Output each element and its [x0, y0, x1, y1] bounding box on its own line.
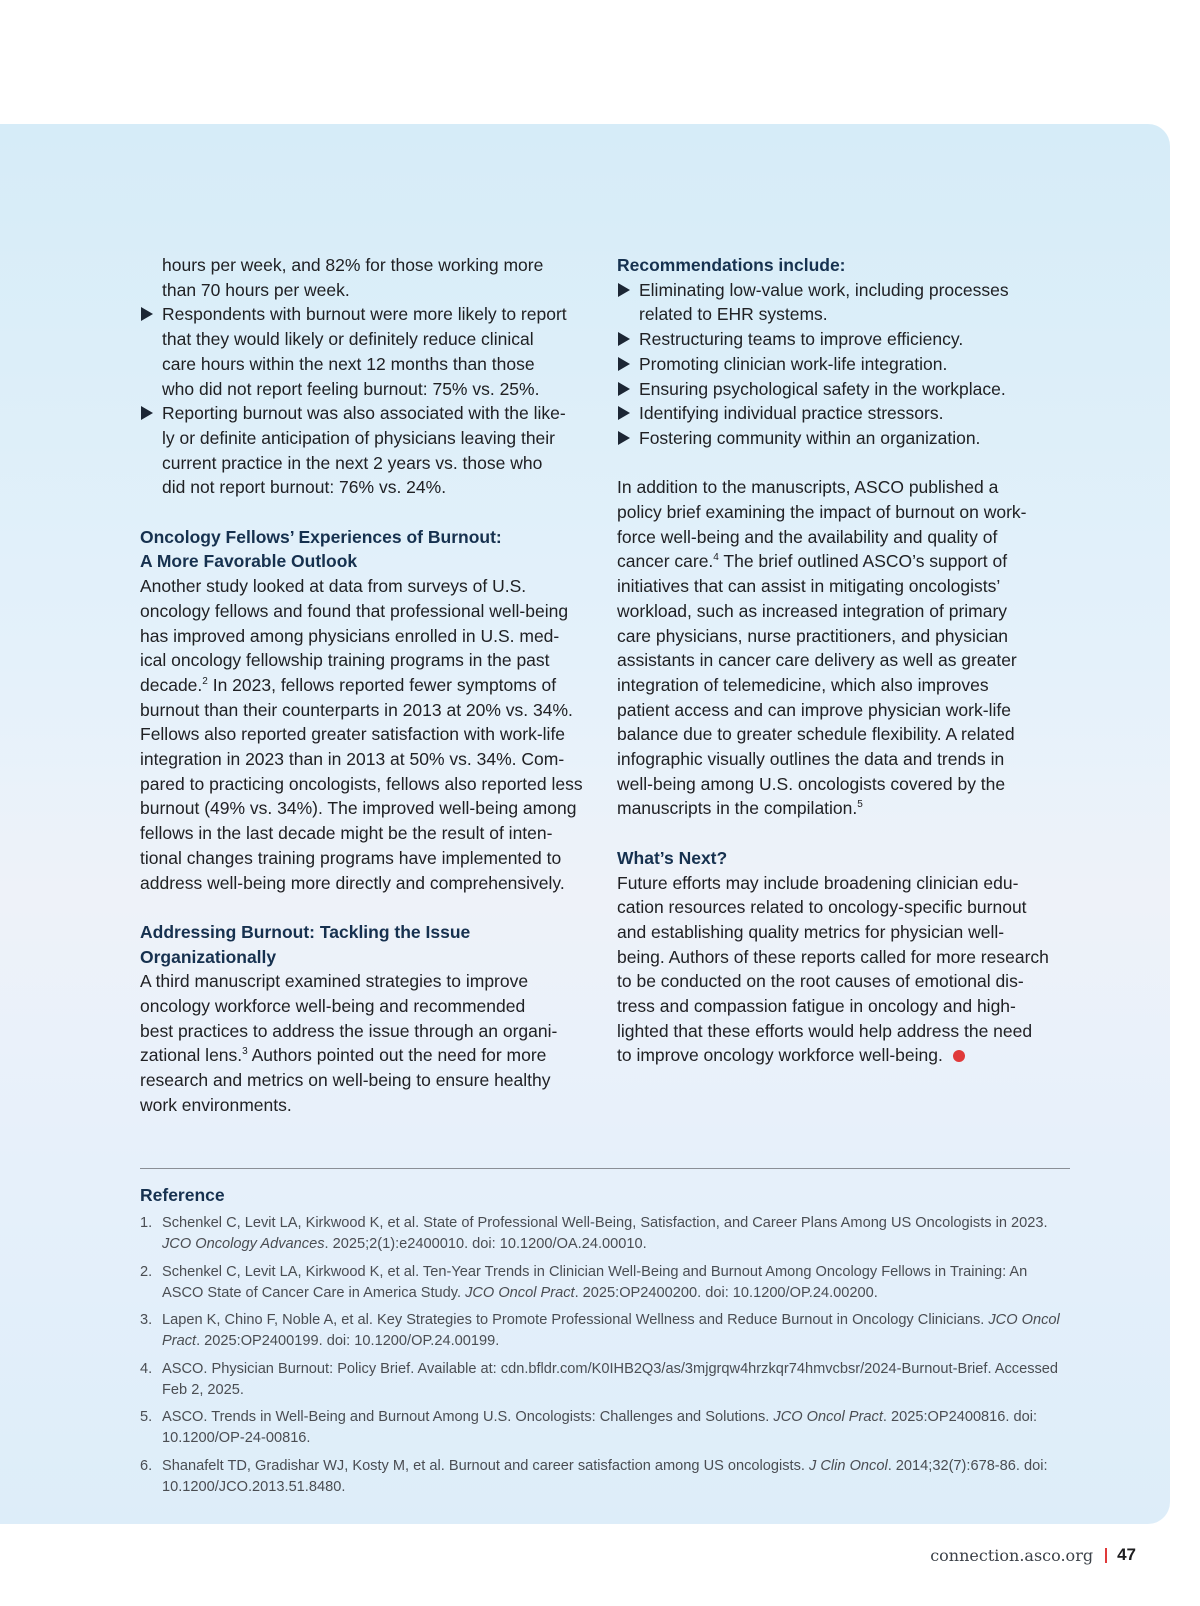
- reference-item: 6. Shanafelt TD, Gradishar WJ, Kosty M, et al. Burnout and career satisfaction among US oncologists. J Clin Oncol. 2014;32(7):678-86. doi: 10.1200/JCO.2013.51.8480.: [140, 1457, 1048, 1495]
- body-line: assistants in cancer care delivery as well as greater: [617, 650, 1017, 671]
- body-line: lighted that these efforts would help address the need: [617, 1020, 1033, 1041]
- body-line: Future efforts may include broadening clinician edu-: [617, 872, 1019, 893]
- body-line: A third manuscript examined strategies to improve: [140, 971, 529, 992]
- recommendation-item: Fostering community within an organization.: [617, 426, 1072, 451]
- body-line: policy brief examining the impact of burnout on work-: [617, 502, 1027, 523]
- left-column: [140, 253, 595, 1118]
- recommendation-item: Restructuring teams to improve efficiency.: [617, 327, 1072, 352]
- body-line: integration of telemedicine, which also improves: [617, 674, 989, 695]
- footer-site: connection.asco.org: [930, 1545, 1094, 1565]
- body-line: decade.$^2$ In 2023, fellows reported fewer symptoms of: [140, 674, 557, 695]
- citation-sup: 5: [857, 799, 863, 811]
- body-line: tional changes training programs have implemented to: [140, 847, 562, 868]
- body-line: cation resources related to oncology-specific burnout: [617, 897, 1027, 918]
- end-mark-dot-icon: [953, 1050, 965, 1062]
- bullet-item: [140, 401, 595, 500]
- citation-sup: 3: [242, 1046, 248, 1058]
- reference-item: 3. Lapen K, Chino F, Noble A, et al. Key Strategies to Promote Professional Wellness and Reduce Burnout in Oncology Clinicians. JCO Oncol Pract. 2025:OP2400199. doi: 10.1200/OP.24.00199.: [140, 1312, 1060, 1349]
- recommendations-heading: Recommendations include:: [617, 255, 846, 275]
- body-line: force well-being and the availability and quality of: [617, 526, 998, 547]
- body-line: best practices to address the issue through an organi-: [140, 1020, 558, 1041]
- body-line: to be conducted on the root causes of emotional dis-: [617, 971, 1024, 992]
- references-list: [140, 1213, 1070, 1498]
- intro-line: than 70 hours per week.: [162, 279, 350, 300]
- reference-item: 1. Schenkel C, Levit LA, Kirkwood K, et al. State of Professional Well-Being, Satisfaction, and Career Plans Among US Oncologists in 2023. JCO Oncology Advances. 2025;2(1):e2400010. doi: 10.1200/OA.24.00010.: [140, 1215, 1048, 1252]
- body-line: care physicians, nurse practitioners, and physician: [617, 625, 1009, 646]
- body-line: to improve oncology workforce well-being.: [617, 1043, 1072, 1068]
- references-heading: Reference: [140, 1185, 225, 1205]
- reference-item: 2. Schenkel C, Levit LA, Kirkwood K, et al. Ten-Year Trends in Clinician Well-Being and Burnout Among Oncology Fellows in Training: An ASCO State of Cancer Care in America Study. JCO Oncol Pract. 2025:OP2400200. doi: 10.1200/OP.24.00200.: [140, 1263, 1028, 1301]
- body-line: manuscripts in the compilation.$^5$: [617, 798, 863, 819]
- body-line: Another study looked at data from surveys of U.S.: [140, 576, 527, 597]
- body-line: well-being among U.S. oncologists covered by the: [617, 773, 1006, 794]
- body-line: fellows in the last decade might be the result of inten-: [140, 823, 553, 844]
- references-section: [140, 1168, 1070, 1504]
- body-line: research and metrics on well-being to ensure healthy: [140, 1070, 551, 1091]
- body-line: tress and compassion fatigue in oncology and high-: [617, 996, 1016, 1017]
- recommendation-item: Eliminating low-value work, including processes related to EHR systems.: [617, 278, 1072, 327]
- page-number: 47: [1117, 1545, 1136, 1564]
- body-line: zational lens.$^3$ Authors pointed out the need for more: [140, 1045, 547, 1066]
- right-column: [617, 253, 1072, 1068]
- body-line: has improved among physicians enrolled in U.S. med-: [140, 625, 560, 646]
- footer-separator: [1105, 1548, 1107, 1563]
- page-footer: [930, 1545, 1136, 1565]
- body-line: burnout (49% vs. 34%). The improved well-being among: [140, 798, 577, 819]
- citation-sup: 2: [202, 676, 208, 688]
- bullet-line: that they would likely or definitely reduce clinical: [162, 329, 534, 350]
- bullet-line: did not report burnout: 76% vs. 24%.: [162, 477, 447, 498]
- intro-line: hours per week, and 82% for those working more: [162, 255, 544, 275]
- bullet-line: care hours within the next 12 months than those: [162, 353, 535, 374]
- bullet-line: who did not report feeling burnout: 75% vs. 25%.: [162, 378, 540, 399]
- body-line: integration in 2023 than in 2013 at 50% vs. 34%. Com-: [140, 749, 565, 770]
- body-line: patient access and can improve physician work-life: [617, 699, 1011, 720]
- bullet-line: Respondents with burnout were more likely to report: [162, 304, 567, 325]
- body-line: address well-being more directly and comprehensively.: [140, 872, 565, 893]
- bullet-line: ly or definite anticipation of physicians leaving their: [162, 427, 555, 448]
- reference-item: 5. ASCO. Trends in Well-Being and Burnout Among U.S. Oncologists: Challenges and Solutions. JCO Oncol Pract. 2025:OP2400816. doi: 10.1200/OP-24-00816.: [140, 1409, 1038, 1446]
- bullet-line: Reporting burnout was also associated with the like-: [162, 403, 566, 424]
- citation-sup: 4: [713, 552, 719, 564]
- recommendation-item: Promoting clinician work-life integration.: [617, 352, 1072, 377]
- section-heading-addressing: Addressing Burnout: Tackling the Issue Organizationally: [140, 921, 471, 967]
- body-line: Fellows also reported greater satisfaction with work-life: [140, 724, 566, 745]
- bullet-item: [140, 302, 595, 401]
- body-line: infographic visually outlines the data and trends in: [617, 749, 1005, 770]
- body-line: In addition to the manuscripts, ASCO published a: [617, 477, 999, 498]
- recommendation-item: Identifying individual practice stressors.: [617, 401, 1072, 426]
- body-line: initiatives that can assist in mitigating oncologists’: [617, 576, 1001, 597]
- body-line: pared to practicing oncologists, fellows also reported less: [140, 773, 583, 794]
- whats-next-heading: What’s Next?: [617, 847, 728, 868]
- body-line: ical oncology fellowship training programs in the past: [140, 650, 550, 671]
- bullet-line: current practice in the next 2 years vs. those who: [162, 452, 543, 473]
- body-line: oncology fellows and found that professional well-being: [140, 600, 569, 621]
- body-line: balance due to greater schedule flexibility. A related: [617, 724, 1015, 745]
- body-line: burnout than their counterparts in 2013 at 20% vs. 34%.: [140, 699, 573, 720]
- body-line: being. Authors of these reports called for more research: [617, 946, 1049, 967]
- recommendation-item: Ensuring psychological safety in the workplace.: [617, 377, 1072, 402]
- body-line: cancer care.$^4$ The brief outlined ASCO’s support of: [617, 551, 1008, 572]
- section-heading-fellows: Oncology Fellows’ Experiences of Burnout: A More Favorable Outlook: [140, 526, 502, 572]
- reference-item: 4. ASCO. Physician Burnout: Policy Brief. Available at: cdn.bfldr.com/K0IHB2Q3/as/3mjgrqw4hrzkqr74hmvcbsr/2024-Burnout-Brief. Accessed Feb 2, 2025.: [140, 1360, 1059, 1398]
- body-line: work environments.: [140, 1094, 292, 1115]
- body-line: and establishing quality metrics for physician well-: [617, 921, 1005, 942]
- body-line: workload, such as increased integration of primary: [617, 600, 1008, 621]
- body-line: oncology workforce well-being and recommended: [140, 996, 526, 1017]
